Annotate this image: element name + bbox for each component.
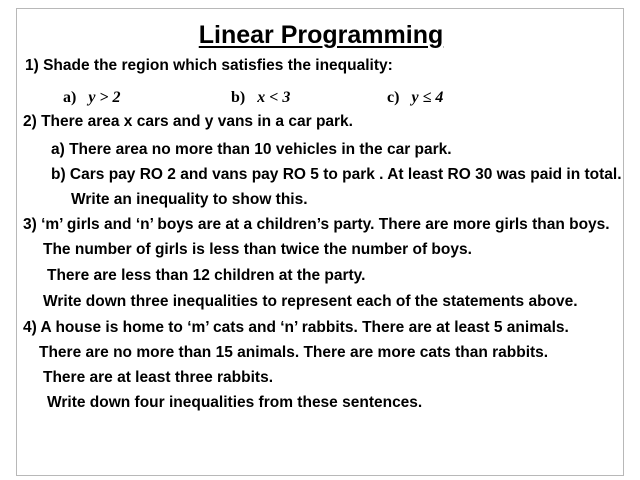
q4-line-1: 4) A house is home to ‘m’ cats and ‘n’ rabbits. There are at least 5 animals. [23,319,569,336]
q1-part-c-expr: y ≤ 4 [411,89,444,106]
q1-part-b-expr: x < 3 [257,89,291,106]
page-title: Linear Programming [198,21,444,49]
q1-part-a [63,89,121,107]
q1-part-c [387,89,443,107]
q1-part-a-label: a) [63,89,77,106]
q4-line-4: Write down four inequalities from these sentences. [47,394,423,411]
q1-part-c-label: c) [387,89,400,106]
q2-intro: 2) There area x cars and y vans in a car park. [23,113,353,130]
q2-part-b: b) Cars pay RO 2 and vans pay RO 5 to park . At least RO 30 was paid in total. [51,166,622,183]
q1-part-b-label: b) [231,89,246,106]
q3-line-2: The number of girls is less than twice the number of boys. [43,241,472,258]
q3-line-1: 3) ‘m’ girls and ‘n’ boys are at a children’s party. There are more girls than boys. [23,216,610,233]
q1-text: 1) Shade the region which satisfies the inequality: [25,57,393,74]
q4-line-2: There are no more than 15 animals. There are more cats than rabbits. [39,344,549,361]
worksheet-page [16,8,624,476]
q2-part-b-continued: Write an inequality to show this. [71,191,308,208]
q4-line-3: There are at least three rabbits. [43,369,274,386]
q1-part-b [231,89,290,107]
q3-line-4: Write down three inequalities to represent each of the statements above. [43,293,578,310]
q3-line-3: There are less than 12 children at the party. [47,267,366,284]
q1-part-a-expr: y > 2 [88,89,121,106]
q2-part-a: a) There area no more than 10 vehicles in the car park. [51,141,452,158]
